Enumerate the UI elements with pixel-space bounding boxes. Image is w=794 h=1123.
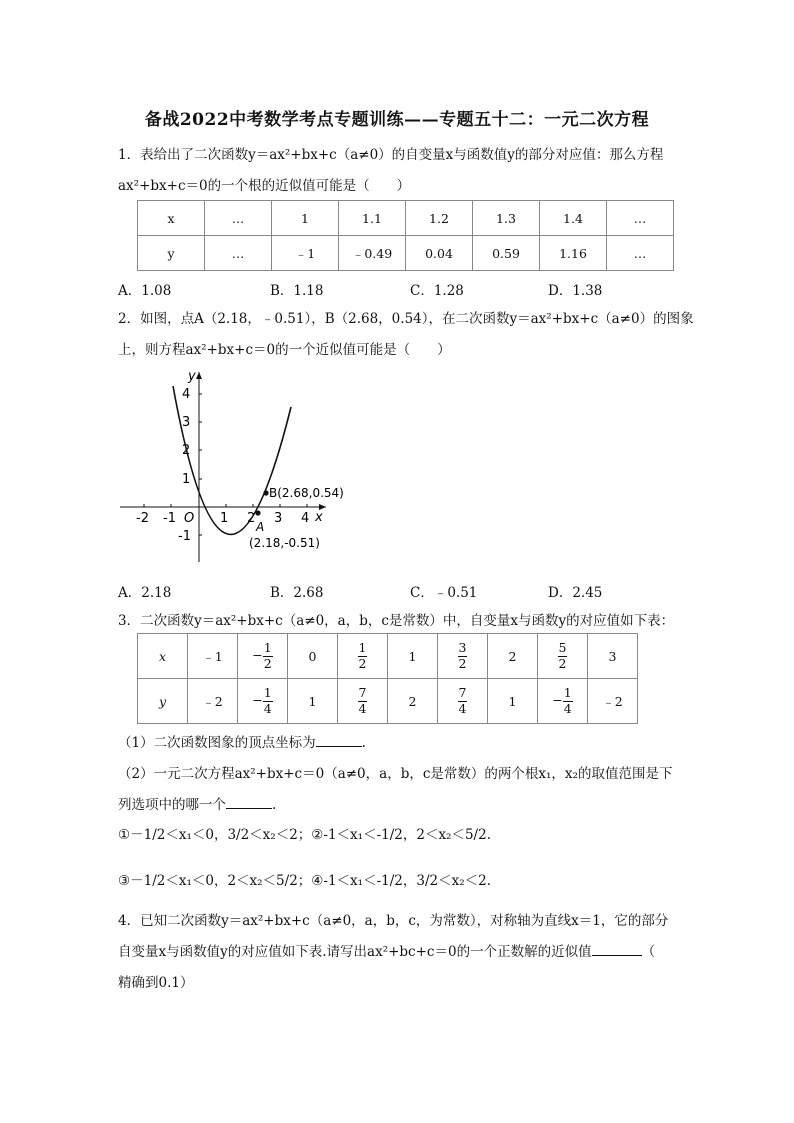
table-cell: 1.4 bbox=[540, 201, 607, 236]
table-cell-fraction bbox=[238, 634, 288, 679]
y-tick-label: 2 bbox=[182, 443, 191, 458]
q2-option-a[interactable]: A．2.18 bbox=[118, 585, 172, 601]
table-cell-fraction bbox=[338, 634, 388, 679]
fraction bbox=[358, 687, 368, 715]
table-cell: ﹣0.49 bbox=[339, 236, 406, 271]
table-cell: ﹣2 bbox=[588, 679, 638, 724]
q3-sub2-line1: （2）一元二次方程ax²+bx+c＝0（a≠0，a，b，c是常数）的两个根x₁，x₂的取值范围是下 bbox=[118, 766, 673, 782]
y-axis-label: y bbox=[188, 369, 196, 384]
q1-stem-line1: 1．表给出了二次函数y＝ax²+bx+c（a≠0）的自变量x与函数值y的部分对应值：那么方程 bbox=[118, 147, 664, 163]
q3-value-table bbox=[137, 633, 638, 724]
fraction bbox=[458, 642, 468, 670]
table-cell: y bbox=[138, 236, 205, 271]
answer-blank[interactable] bbox=[226, 796, 272, 809]
table-cell: 1 bbox=[272, 201, 339, 236]
table-cell-fraction bbox=[538, 679, 588, 724]
q3-sub2-line2: 列选项中的哪一个 . bbox=[118, 797, 277, 813]
table-cell: … bbox=[607, 201, 674, 236]
table-cell: ﹣2 bbox=[188, 679, 238, 724]
table-cell: 0 bbox=[288, 634, 338, 679]
table-cell: 0.59 bbox=[473, 236, 540, 271]
table-cell: 1.3 bbox=[473, 201, 540, 236]
q3-choices-1-2: ①－1/2＜x₁＜0，3/2＜x₂＜2；②-1＜x₁＜-1/2，2＜x₂＜5/2. bbox=[118, 827, 491, 843]
x-axis-label: x bbox=[315, 510, 323, 525]
minus-sign: − bbox=[252, 647, 263, 663]
denominator: 4 bbox=[263, 700, 272, 716]
minus-sign: − bbox=[552, 692, 563, 708]
q1-row-y bbox=[138, 236, 674, 271]
page-title: 备战2022中考数学考点专题训练——专题五十二：一元二次方程 bbox=[144, 110, 650, 130]
denominator: 4 bbox=[563, 700, 572, 716]
q4-stem-text: 自变量x与函数值y的对应值如下表.请写出ax²+bc+c＝0的一个正数解的近似值 bbox=[118, 944, 592, 960]
y-tick-label: 1 bbox=[182, 472, 191, 487]
numerator: 1 bbox=[263, 640, 272, 655]
y-tick-label: -1 bbox=[178, 529, 191, 544]
table-cell: 1 bbox=[288, 679, 338, 724]
table-cell: 1 bbox=[488, 679, 538, 724]
q2-option-b[interactable]: B．2.68 bbox=[270, 585, 324, 601]
point-a-name: A bbox=[256, 520, 265, 534]
denominator: 2 bbox=[358, 655, 367, 671]
fraction bbox=[458, 687, 468, 715]
q1-value-table bbox=[137, 200, 674, 271]
table-cell: 2 bbox=[488, 634, 538, 679]
q4-stem-line3: 精确到0.1） bbox=[118, 975, 194, 991]
x-tick-label: 2 bbox=[247, 511, 256, 526]
q1-option-c[interactable]: C．1.28 bbox=[410, 283, 464, 299]
fraction bbox=[558, 642, 568, 670]
table-cell: … bbox=[205, 236, 272, 271]
q1-row-x bbox=[138, 201, 674, 236]
y-tick-label: 4 bbox=[182, 387, 191, 402]
table-cell: y bbox=[138, 679, 188, 724]
numerator: 3 bbox=[458, 640, 467, 655]
table-cell: … bbox=[205, 201, 272, 236]
fraction bbox=[263, 642, 273, 670]
q2-parabola-graph bbox=[112, 366, 362, 566]
numerator: 1 bbox=[358, 640, 367, 655]
q3-row-y bbox=[138, 679, 638, 724]
table-cell: ﹣1 bbox=[272, 236, 339, 271]
denominator: 2 bbox=[558, 655, 567, 671]
q3-row-x bbox=[138, 634, 638, 679]
point-a-label: (2.18,-0.51) bbox=[249, 536, 320, 550]
x-tick-label: 1 bbox=[220, 511, 229, 526]
y-axis-arrow bbox=[196, 372, 202, 379]
fraction bbox=[358, 642, 368, 670]
origin-label: O bbox=[184, 511, 195, 526]
fraction bbox=[563, 687, 573, 715]
q2-option-c[interactable]: C．﹣0.51 bbox=[410, 585, 478, 601]
q1-stem-line2: ax²+bx+c＝0的一个根的近似值可能是（ ） bbox=[118, 178, 411, 194]
table-cell-fraction bbox=[538, 634, 588, 679]
table-cell: 3 bbox=[588, 634, 638, 679]
x-tick-label: 4 bbox=[301, 511, 310, 526]
table-cell: … bbox=[607, 236, 674, 271]
table-cell: 1.1 bbox=[339, 201, 406, 236]
table-cell: 1.2 bbox=[406, 201, 473, 236]
denominator: 4 bbox=[458, 700, 467, 716]
table-cell: 0.04 bbox=[406, 236, 473, 271]
y-tick-label: 3 bbox=[182, 415, 191, 430]
denominator: 2 bbox=[263, 655, 272, 671]
numerator: 1 bbox=[563, 685, 572, 700]
q1-option-d[interactable]: D．1.38 bbox=[548, 283, 603, 299]
numerator: 7 bbox=[358, 685, 367, 700]
table-cell: x bbox=[138, 201, 205, 236]
answer-blank[interactable] bbox=[592, 943, 642, 956]
minus-sign: − bbox=[252, 692, 263, 708]
numerator: 7 bbox=[458, 685, 467, 700]
point-b bbox=[263, 490, 268, 495]
table-cell: x bbox=[138, 634, 188, 679]
table-cell: 2 bbox=[388, 679, 438, 724]
q3-sub1-text: （1）二次函数图象的顶点坐标为 bbox=[118, 735, 316, 751]
q3-sub2-text: 列选项中的哪一个 bbox=[118, 797, 226, 813]
table-cell: ﹣1 bbox=[188, 634, 238, 679]
table-cell-fraction bbox=[438, 679, 488, 724]
point-a bbox=[255, 510, 260, 515]
q3-stem-line1: 3．二次函数y＝ax²+bx+c（a≠0，a，b，c是常数）中，自变量x与函数y的对应值如下表： bbox=[118, 613, 675, 629]
point-b-label: B(2.68,0.54) bbox=[269, 486, 344, 500]
x-tick-label: -1 bbox=[163, 511, 176, 526]
x-tick-label: -2 bbox=[136, 511, 149, 526]
denominator: 4 bbox=[358, 700, 367, 716]
q3-choices-3-4: ③－1/2＜x₁＜0，2＜x₂＜5/2；④-1＜x₁＜-1/2，3/2＜x₂＜2. bbox=[118, 873, 491, 889]
table-cell-fraction bbox=[438, 634, 488, 679]
q2-stem-line1: 2．如图，点A（2.18，﹣0.51），B（2.68，0.54），在二次函数y＝ax²+bx+c（a≠0）的图象 bbox=[118, 311, 694, 327]
q1-option-a[interactable]: A．1.08 bbox=[118, 283, 172, 299]
q4-stem-line1: 4．已知二次函数y＝ax²+bx+c（a≠0，a，b，c，为常数），对称轴为直线x＝1，它的部分 bbox=[118, 913, 669, 929]
q1-option-b[interactable]: B．1.18 bbox=[270, 283, 324, 299]
denominator: 2 bbox=[458, 655, 467, 671]
table-cell-fraction bbox=[338, 679, 388, 724]
q2-option-d[interactable]: D．2.45 bbox=[548, 585, 603, 601]
table-cell-fraction bbox=[238, 679, 288, 724]
x-tick-label: 3 bbox=[274, 511, 283, 526]
table-cell: 1.16 bbox=[540, 236, 607, 271]
numerator: 1 bbox=[263, 685, 272, 700]
numerator: 5 bbox=[558, 640, 567, 655]
q2-stem-line2: 上，则方程ax²+bx+c＝0的一个近似值可能是（ ） bbox=[118, 342, 451, 358]
q3-sub1: （1）二次函数图象的顶点坐标为 . bbox=[118, 735, 366, 751]
table-cell: 1 bbox=[388, 634, 438, 679]
q4-stem-paren: （ bbox=[641, 944, 656, 960]
answer-blank[interactable] bbox=[316, 734, 362, 747]
q4-stem-line2 bbox=[118, 943, 678, 961]
fraction bbox=[263, 687, 273, 715]
